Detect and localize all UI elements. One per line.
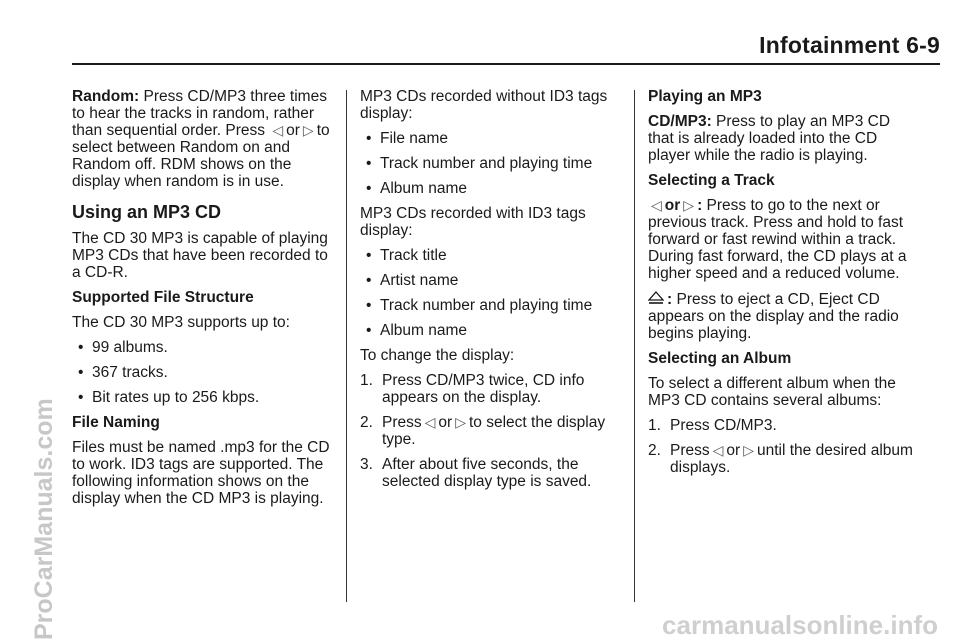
page-title: Infotainment 6-9 bbox=[759, 32, 940, 58]
page-header bbox=[0, 28, 940, 64]
album-steps bbox=[648, 417, 918, 476]
step-text: until the desired album displays. bbox=[670, 442, 913, 476]
step-or: or bbox=[438, 414, 453, 431]
change-steps bbox=[360, 372, 622, 490]
list-item: • Artist name bbox=[360, 272, 622, 289]
cdmp3-label: CD/MP3: bbox=[648, 113, 712, 130]
step-item bbox=[360, 372, 622, 406]
random-text: Press CD/MP3 three times to hear the tracks in random, rather than sequential order. Press bbox=[72, 88, 327, 139]
step-number: 1. bbox=[360, 372, 373, 389]
cdmp3-text: Press to play an MP3 CD that is already loaded into the CD player while the radio is playing. bbox=[648, 113, 891, 164]
step-item bbox=[648, 417, 918, 434]
track-colon: : bbox=[697, 197, 703, 214]
step-number: 1. bbox=[648, 417, 661, 434]
left-triangle-icon: ◁ bbox=[272, 122, 284, 138]
eject-colon: : bbox=[667, 291, 673, 308]
supported-title: Supported File Structure bbox=[72, 289, 254, 306]
step-text: to select the display type. bbox=[382, 414, 606, 448]
supported-list bbox=[72, 339, 334, 406]
column-1 bbox=[72, 88, 334, 515]
step-number: 2. bbox=[648, 442, 661, 459]
right-triangle-icon: ▷ bbox=[683, 197, 695, 213]
step-text: After about five seconds, the selected display type is saved. bbox=[382, 456, 592, 490]
list-item: • Track number and playing time bbox=[360, 155, 622, 172]
step-or: or bbox=[726, 442, 741, 459]
random-or: or bbox=[286, 122, 300, 139]
step-item bbox=[360, 414, 622, 448]
column-divider bbox=[634, 90, 635, 602]
random-paragraph bbox=[72, 88, 334, 190]
step-text: Press CD/MP3. bbox=[670, 417, 777, 434]
random-label: Random: bbox=[72, 88, 140, 105]
step-text: Press CD/MP3 twice, CD info appears on the display. bbox=[382, 372, 585, 406]
step-item bbox=[648, 442, 918, 476]
with-intro: MP3 CDs recorded with ID3 tags display: bbox=[360, 205, 586, 239]
list-item: • Track number and playing time bbox=[360, 297, 622, 314]
random-text-2: to select between Random on and Random off. RDM shows on the display when random is in use. bbox=[72, 122, 330, 190]
left-triangle-icon: ◁ bbox=[712, 442, 724, 458]
track-paragraph bbox=[648, 197, 918, 282]
step-number: 3. bbox=[360, 456, 373, 473]
intro-paragraph: The CD 30 MP3 is capable of playing MP3 CDs that have been recorded to a CD-R. bbox=[72, 230, 328, 281]
change-intro: To change the display: bbox=[360, 347, 515, 364]
watermark-bottom: carmanualsonline.info bbox=[662, 610, 938, 640]
without-intro: MP3 CDs recorded without ID3 tags display: bbox=[360, 88, 608, 122]
list-item: • 99 albums. bbox=[72, 339, 334, 356]
track-text: Press to go to the next or previous track. Press and hold to fast forward or fast rewind within a track. During fast forward, the CD plays at a higher speed and a reduced volume. bbox=[648, 197, 907, 282]
right-triangle-icon: ▷ bbox=[302, 122, 314, 138]
list-item: • Album name bbox=[360, 322, 622, 339]
playing-title: Playing an MP3 bbox=[648, 88, 762, 105]
left-triangle-icon: ◁ bbox=[424, 414, 436, 430]
step-text: Press bbox=[670, 442, 710, 459]
cdmp3-paragraph bbox=[648, 113, 918, 164]
section-heading: Using an MP3 CD bbox=[72, 202, 222, 222]
list-item: • Album name bbox=[360, 180, 622, 197]
album-title: Selecting an Album bbox=[648, 350, 792, 367]
watermark-left: ProCarManuals.com bbox=[30, 398, 58, 640]
right-triangle-icon: ▷ bbox=[743, 442, 754, 458]
eject-text: Press to eject a CD, Eject CD appears on the display and the radio begins playing. bbox=[648, 291, 899, 342]
naming-title: File Naming bbox=[72, 414, 160, 431]
album-intro: To select a different album when the MP3 CD contains several albums: bbox=[648, 375, 896, 409]
step-text: Press bbox=[382, 414, 422, 431]
naming-paragraph: Files must be named .mp3 for the CD to work. ID3 tags are supported. The following information shows on the display when the CD MP3 is playing. bbox=[72, 439, 330, 507]
step-number: 2. bbox=[360, 414, 373, 431]
column-3 bbox=[648, 88, 918, 484]
supported-intro: The CD 30 MP3 supports up to: bbox=[72, 314, 290, 331]
right-triangle-icon: ▷ bbox=[455, 414, 466, 430]
header-rule bbox=[72, 63, 940, 65]
list-item: • 367 tracks. bbox=[72, 364, 334, 381]
list-item: • File name bbox=[360, 130, 622, 147]
eject-icon bbox=[648, 290, 664, 306]
step-item bbox=[360, 456, 622, 490]
list-item: • Bit rates up to 256 kbps. bbox=[72, 389, 334, 406]
without-list bbox=[360, 130, 622, 197]
eject-paragraph bbox=[648, 290, 918, 342]
column-divider bbox=[346, 90, 347, 602]
list-item: • Track title bbox=[360, 247, 622, 264]
left-triangle-icon: ◁ bbox=[651, 197, 662, 213]
track-or: or bbox=[664, 197, 681, 214]
track-title: Selecting a Track bbox=[648, 172, 775, 189]
with-list bbox=[360, 247, 622, 339]
column-2 bbox=[360, 88, 622, 498]
